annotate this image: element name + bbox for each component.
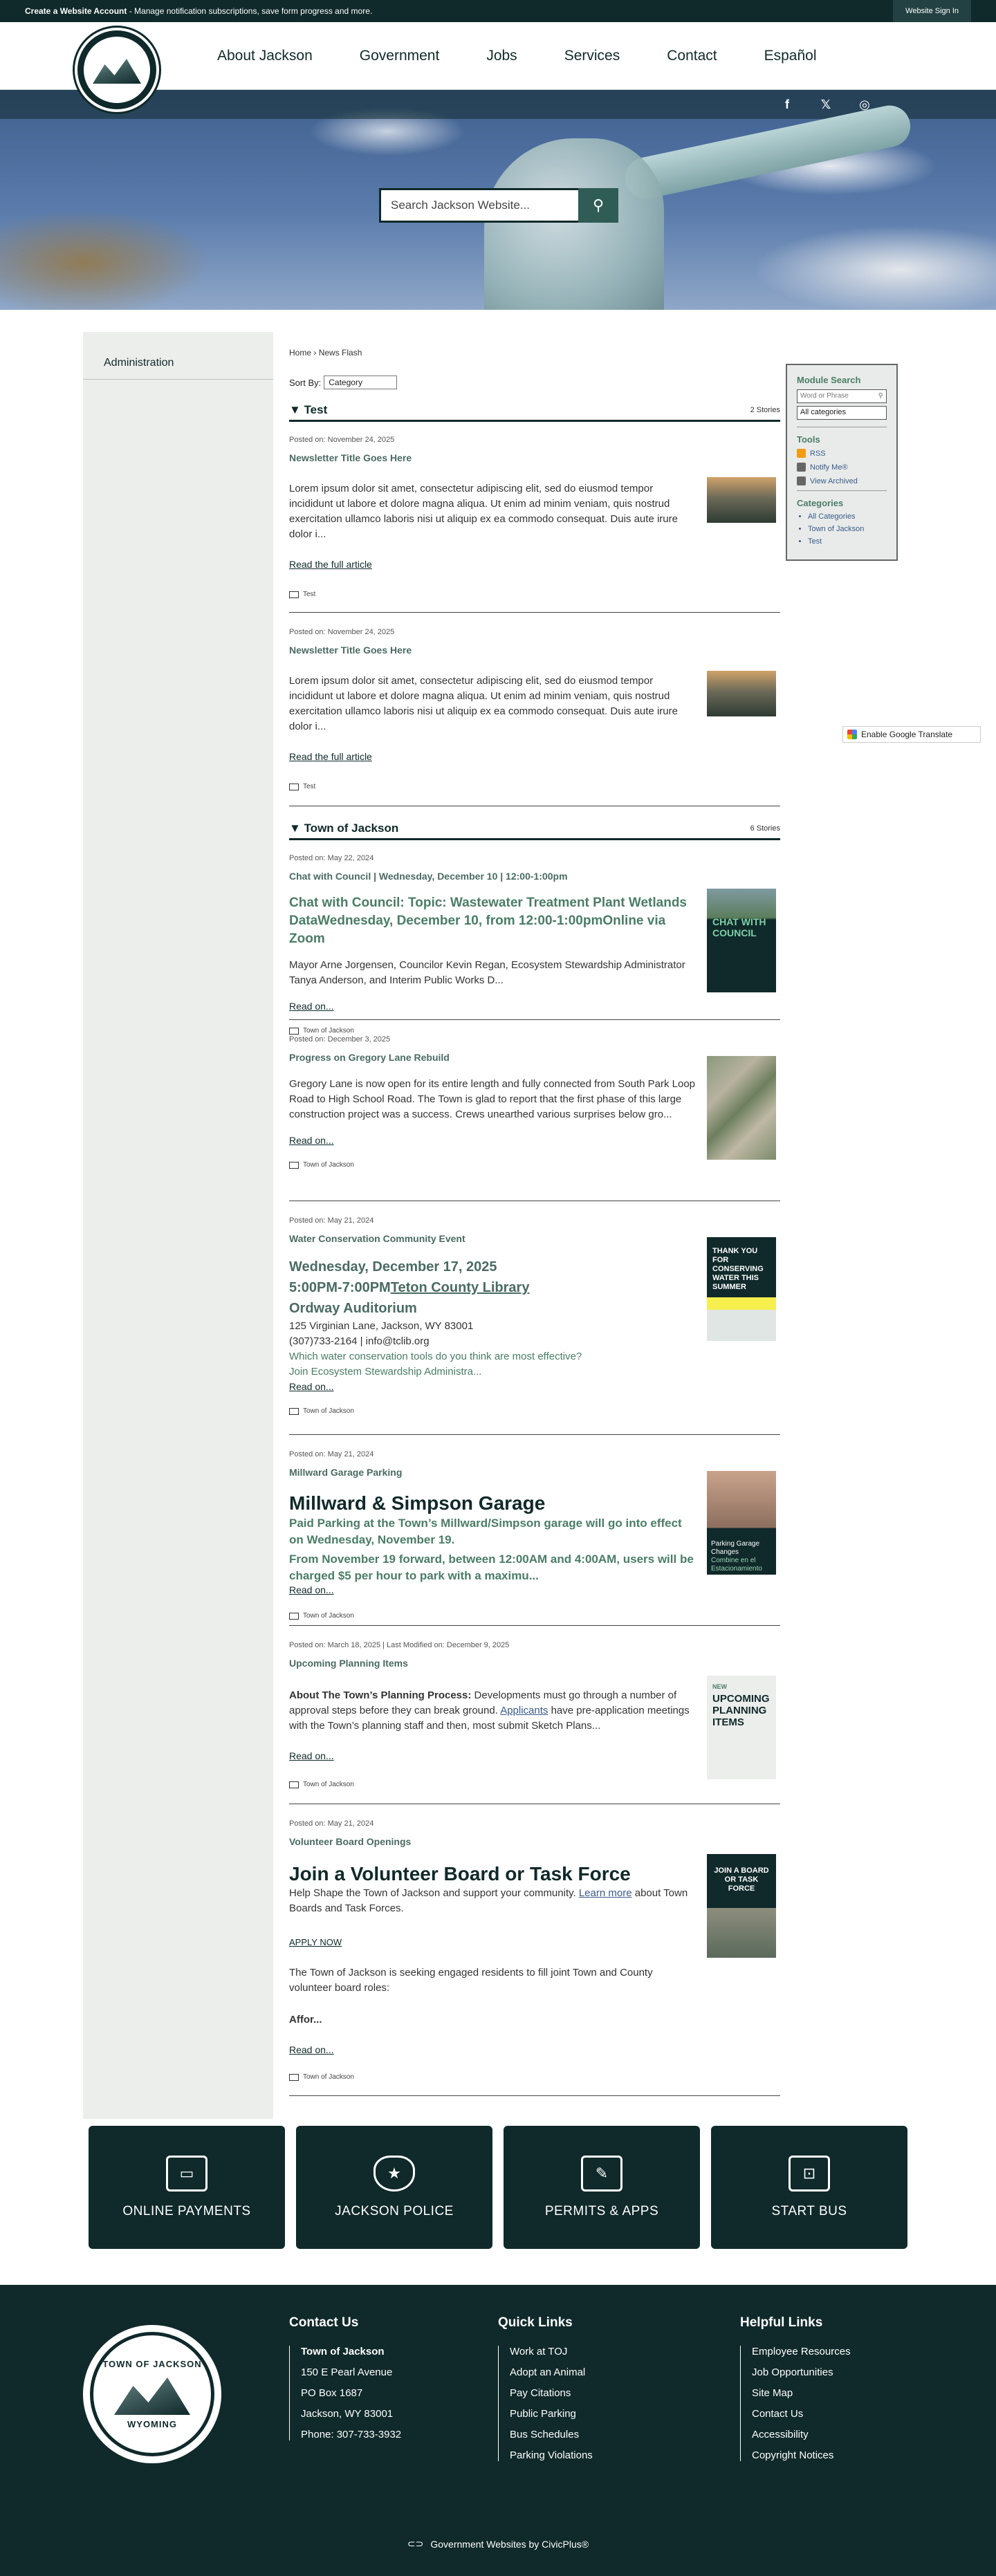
- story-body: Gregory Lane is now open for its entire length and fully connected from South Park Loop Road to High School Road. The Town is glad to report that the first phase of this large construction project was a success. Crews unearthed various surprises below gro...: [289, 1078, 696, 1120]
- footer-contact: [289, 2315, 401, 2449]
- create-account-desc: - Manage notification subscriptions, save form progress and more.: [127, 6, 373, 16]
- story-tag-label[interactable]: Town of Jackson: [303, 2073, 354, 2081]
- footer-contact-lines: [289, 2346, 401, 2440]
- story-posted: Posted on: May 21, 2024: [289, 1216, 374, 1225]
- footer-helpful-title: Helpful Links: [740, 2315, 823, 2330]
- google-translate-button[interactable]: [842, 726, 981, 743]
- create-account-text[interactable]: [25, 6, 372, 16]
- story-posted: Posted on: May 21, 2024: [289, 1819, 374, 1828]
- nav-jobs[interactable]: Jobs: [486, 48, 517, 64]
- footer-quick-list: [498, 2346, 593, 2461]
- tile-label: PERMITS & APPS: [544, 2204, 659, 2218]
- contact-phone[interactable]: Phone: 307-733-3932: [301, 2429, 402, 2440]
- footer-link[interactable]: Accessibility: [752, 2429, 809, 2440]
- site-search-input[interactable]: Search Jackson Website...: [379, 188, 578, 223]
- tools-title: Tools: [797, 434, 820, 445]
- tool-view-archived[interactable]: [797, 476, 887, 485]
- footer-link[interactable]: Job Opportunities: [752, 2366, 833, 2378]
- bus-icon: ⊡: [788, 2156, 830, 2192]
- civicplus-icon: ⊂⊃: [407, 2538, 424, 2549]
- footer-quick-links: [498, 2315, 593, 2470]
- news-flash-content: [289, 348, 780, 2111]
- event-address: 125 Virginian Lane, Jackson, WY 83001: [289, 1320, 474, 1332]
- category-icon: [289, 2074, 299, 2081]
- story-posted: Posted on: November 24, 2025: [289, 436, 395, 444]
- search-icon[interactable]: ⚲: [878, 392, 883, 400]
- rss-icon: [797, 449, 806, 458]
- read-more-link[interactable]: Read on...: [289, 1001, 334, 1012]
- nav-government[interactable]: Government: [359, 48, 440, 64]
- hero-banner: [0, 90, 996, 310]
- footer-link[interactable]: Pay Citations: [510, 2387, 571, 2399]
- story-posted: Posted on: March 18, 2025 | Last Modified on: December 9, 2025: [289, 1641, 510, 1649]
- tile-label: JACKSON POLICE: [335, 2204, 454, 2218]
- contact-line: Jackson, WY 83001: [301, 2408, 394, 2420]
- story-tag-label[interactable]: Town of Jackson: [303, 1161, 354, 1169]
- story-headline: Millward & Simpson Garage: [289, 1492, 546, 1514]
- learn-more-link[interactable]: Learn more: [578, 1887, 632, 1899]
- event-question-2: Join Ecosystem Stewardship Administra...: [289, 1366, 482, 1378]
- footer-helpful-links: [740, 2315, 851, 2470]
- story-body: Lorem ipsum dolor sit amet, consectetur adipiscing elit, sed do eiusmod tempor incididunt ut labore et dolore magna aliqua. Ut enim ad minim veniam, quis nostrud exercitation ullamco laboris nisi ut aliquip ex ea commodo consequat. Duis aute irure dolor i...: [289, 675, 678, 732]
- category-name: Town of Jackson: [304, 822, 399, 835]
- site-search: [379, 188, 618, 223]
- news-story: [289, 1450, 780, 1626]
- story-tag: [289, 1027, 780, 1035]
- breadcrumb-sep: ›: [311, 348, 319, 358]
- tile-online-payments[interactable]: [89, 2126, 285, 2249]
- footer-link[interactable]: Parking Violations: [510, 2449, 593, 2461]
- news-story: [289, 1819, 780, 2096]
- story-body-bold: About The Town’s Planning Process:: [289, 1689, 472, 1701]
- breadcrumb: [289, 348, 780, 358]
- tile-label: ONLINE PAYMENTS: [122, 2204, 251, 2218]
- story-parking-hours: From November 19 forward, between 12:00AM and 4:00AM, users will be charged $5 per hour to park with a maximu...: [289, 1553, 694, 1582]
- site-footer: [0, 2285, 996, 2576]
- sort-by: [289, 376, 780, 389]
- category-name: Test: [304, 403, 328, 416]
- story-tag-label[interactable]: Town of Jackson: [303, 1027, 354, 1035]
- story-body: The Town of Jackson is seeking engaged residents to fill joint Town and County volunteer board roles:: [289, 1967, 653, 1994]
- contact-line: 150 E Pearl Avenue: [301, 2366, 393, 2378]
- event-location-link[interactable]: Teton County Library: [390, 1280, 530, 1295]
- story-headline: Join a Volunteer Board or Task Force: [289, 1863, 631, 1884]
- story-title[interactable]: Chat with Council | Wednesday, December 10 | 12:00-1:00pm: [289, 871, 568, 882]
- news-story: [289, 628, 780, 806]
- sort-label: Sort By:: [289, 377, 322, 388]
- story-thumbnail[interactable]: [707, 1471, 776, 1575]
- search-icon: ⚲: [592, 196, 605, 214]
- news-story: [289, 1035, 780, 1201]
- category-icon: [289, 1162, 299, 1169]
- footer-link[interactable]: Employee Resources: [752, 2346, 851, 2357]
- footer-link[interactable]: Public Parking: [510, 2408, 576, 2420]
- footer-helpful-list: [740, 2346, 851, 2461]
- categories-list: [797, 512, 887, 546]
- thumb-title: Parking Garage Changes: [711, 1540, 760, 1556]
- logo-text-bottom: WYOMING: [127, 2419, 177, 2429]
- applicants-link[interactable]: Applicants: [500, 1705, 548, 1716]
- read-more-link[interactable]: Read on...: [289, 2044, 334, 2055]
- archive-icon: [797, 476, 806, 485]
- footer-quick-title: Quick Links: [498, 2315, 573, 2330]
- nav-contact[interactable]: Contact: [667, 48, 717, 64]
- category-header-test: [289, 403, 780, 422]
- powered-by-text: Government Websites by CivicPlus®: [430, 2538, 589, 2550]
- badge-icon: ★: [374, 2156, 415, 2192]
- main-area: [0, 310, 996, 2126]
- search-button[interactable]: [578, 188, 618, 223]
- event-phone: (307)733-2164 | info@tclib.org: [289, 1335, 430, 1347]
- tool-rss[interactable]: [797, 449, 887, 458]
- nav-services[interactable]: Services: [564, 48, 620, 64]
- main-nav: [194, 22, 840, 90]
- tool-notify-me[interactable]: [797, 463, 887, 472]
- story-title[interactable]: Volunteer Board Openings: [289, 1836, 412, 1847]
- story-tag: [289, 1781, 780, 1788]
- story-thumbnail[interactable]: [707, 477, 776, 523]
- category-icon: [289, 784, 299, 790]
- news-story: [289, 1216, 780, 1435]
- story-tag: [289, 1407, 780, 1415]
- news-story: [289, 1641, 780, 1804]
- event-question: Which water conservation tools do you think are most effective?: [289, 1351, 582, 1362]
- footer-logo-ring: [90, 2332, 214, 2456]
- quick-tiles: [0, 2126, 996, 2285]
- read-more-link[interactable]: Read on...: [289, 1135, 334, 1146]
- module-panel: [786, 364, 898, 561]
- read-more-link[interactable]: Read on...: [289, 1381, 334, 1392]
- town-logo[interactable]: [75, 28, 159, 112]
- story-headline: Chat with Council: Topic: Wastewater Treatment Plant Wetlands DataWednesday, December 10, from 12:00-1:00pmOnline via Zoom: [289, 896, 687, 946]
- footer-link[interactable]: Site Map: [752, 2387, 793, 2399]
- category-title[interactable]: ▼ Test: [289, 403, 328, 416]
- translate-label: Enable Google Translate: [861, 730, 953, 739]
- footer-link[interactable]: Contact Us: [752, 2408, 804, 2420]
- story-tag-label[interactable]: Town of Jackson: [303, 1612, 354, 1620]
- event-venue: Ordway Auditorium: [289, 1301, 417, 1316]
- mail-icon: [797, 463, 806, 472]
- story-title[interactable]: Upcoming Planning Items: [289, 1658, 408, 1669]
- footer-link[interactable]: Adopt an Animal: [510, 2366, 586, 2378]
- story-tag: [289, 2073, 780, 2081]
- category-icon: [289, 1781, 299, 1788]
- category-link-test[interactable]: • Test: [808, 537, 887, 546]
- module-search-title: Module Search: [797, 375, 861, 385]
- story-tag-label[interactable]: Test: [303, 591, 316, 598]
- module-category-select[interactable]: All categories: [797, 406, 887, 420]
- event-time-text: 5:00PM-7:00PM: [289, 1280, 391, 1295]
- story-paid-parking: Paid Parking at the Town’s Millward/Simpson garage will go into effect on Wednesday, November 19.: [289, 1517, 682, 1546]
- read-more-link[interactable]: Read on...: [289, 1584, 334, 1595]
- footer-link[interactable]: Bus Schedules: [510, 2429, 580, 2440]
- statue-image: [484, 138, 664, 310]
- x-twitter-icon[interactable]: 𝕏: [820, 98, 831, 111]
- create-account-link[interactable]: Create a Website Account: [25, 6, 127, 16]
- tile-permits-apps[interactable]: [504, 2126, 700, 2249]
- read-more-link[interactable]: Read on...: [289, 1750, 334, 1761]
- story-title[interactable]: Millward Garage Parking: [289, 1467, 403, 1478]
- category-icon: [289, 1408, 299, 1415]
- story-intro: [289, 1886, 697, 1916]
- contact-line: PO Box 1687: [301, 2387, 363, 2399]
- categories-title: Categories: [797, 498, 844, 508]
- logo-emblem: [84, 37, 150, 103]
- story-thumbnail[interactable]: [707, 671, 776, 716]
- intro-text-2: about Town Boards and Task Forces.: [289, 1887, 688, 1914]
- tile-start-bus[interactable]: [711, 2126, 907, 2249]
- thumb-new-label: NEW: [712, 1683, 727, 1690]
- footer-link[interactable]: Work at TOJ: [510, 2346, 568, 2357]
- story-tag-label[interactable]: Test: [303, 783, 316, 790]
- category-icon: [289, 1613, 299, 1620]
- story-posted: Posted on: May 22, 2024: [289, 854, 374, 862]
- tool-label: RSS: [810, 449, 826, 458]
- nav-espanol[interactable]: Español: [764, 48, 817, 64]
- thumb-subtitle: Combine en el Estacionamiento: [711, 1557, 762, 1573]
- tool-label: View Archived: [810, 476, 858, 485]
- instagram-icon[interactable]: ◎: [859, 98, 870, 111]
- facebook-icon[interactable]: f: [785, 98, 789, 111]
- mountain-icon: [93, 56, 141, 84]
- divider: [797, 490, 887, 491]
- footer-link[interactable]: Copyright Notices: [752, 2449, 834, 2461]
- tile-jackson-police[interactable]: [296, 2126, 492, 2249]
- tool-label: Notify Me®: [810, 463, 848, 472]
- event-date: Wednesday, December 17, 2025: [289, 1259, 497, 1275]
- category-header-town-of-jackson: [289, 822, 780, 840]
- logo-text-top: TOWN OF JACKSON: [102, 2359, 202, 2369]
- tile-label: START BUS: [771, 2204, 847, 2218]
- category-icon: [289, 1028, 299, 1035]
- module-search-placeholder: Word or Phrase: [800, 392, 849, 400]
- story-title[interactable]: Newsletter Title Goes Here: [289, 452, 412, 463]
- story-body-bold: Affor...: [289, 2014, 322, 2026]
- category-count: 6 Stories: [750, 824, 780, 833]
- story-title[interactable]: Newsletter Title Goes Here: [289, 645, 412, 656]
- story-title[interactable]: Progress on Gregory Lane Rebuild: [289, 1052, 450, 1063]
- story-title[interactable]: Water Conservation Community Event: [289, 1233, 465, 1244]
- story-thumbnail[interactable]: [707, 1056, 776, 1160]
- category-link-all[interactable]: • All Categories: [808, 512, 887, 521]
- story-thumbnail[interactable]: THANK YOU FOR CONSERVING WATER THIS SUMMER: [707, 1237, 776, 1341]
- credit-card-icon: ▭: [166, 2156, 208, 2192]
- story-body: Mayor Arne Jorgensen, Councilor Kevin Regan, Ecosystem Stewardship Administrator Tanya Anderson, and Interim Public Works D...: [289, 959, 685, 986]
- powered-by[interactable]: [0, 2538, 996, 2550]
- category-icon: [289, 591, 299, 598]
- breadcrumb-current: News Flash: [318, 348, 362, 358]
- story-tag: [289, 591, 780, 598]
- story-body: [289, 1688, 697, 1734]
- nav-about-jackson[interactable]: About Jackson: [217, 48, 313, 64]
- google-icon: [847, 730, 857, 739]
- story-tag-label[interactable]: Town of Jackson: [303, 1407, 354, 1415]
- top-bar: [0, 0, 996, 22]
- category-title[interactable]: ▼ Town of Jackson: [289, 822, 399, 835]
- story-tag: [289, 783, 780, 790]
- story-posted: Posted on: December 3, 2025: [289, 1035, 391, 1044]
- story-tag: [289, 1612, 780, 1620]
- apply-now-link[interactable]: APPLY NOW: [289, 1937, 342, 1947]
- module-search-input[interactable]: [797, 389, 887, 403]
- intro-text: Help Shape the Town of Jackson and support your community.: [289, 1887, 579, 1899]
- story-thumbnail[interactable]: CHAT WITH COUNCIL: [707, 889, 776, 992]
- footer-logo[interactable]: [83, 2325, 221, 2463]
- news-story: [289, 854, 780, 1035]
- left-sidebar: [83, 332, 273, 2119]
- story-posted: Posted on: November 24, 2025: [289, 628, 395, 636]
- category-link-town-of-jackson[interactable]: • Town of Jackson: [808, 525, 887, 533]
- footer-contact-title: Contact Us: [289, 2315, 359, 2330]
- read-more-link[interactable]: Read the full article: [289, 559, 372, 570]
- story-body-part1: Developments must go through a number of approval steps before they can break ground.: [289, 1689, 677, 1716]
- breadcrumb-home[interactable]: Home: [289, 348, 312, 358]
- sort-select[interactable]: Category: [324, 376, 397, 389]
- category-count: 2 Stories: [750, 406, 780, 414]
- mountain-icon: [114, 2373, 190, 2415]
- story-tag-label[interactable]: Town of Jackson: [303, 1781, 354, 1788]
- story-thumbnail[interactable]: JOIN A BOARD OR TASK FORCE: [707, 1854, 776, 1958]
- story-body: Lorem ipsum dolor sit amet, consectetur adipiscing elit, sed do eiusmod tempor incididunt ut labore et dolore magna aliqua. Ut enim ad minim veniam, quis nostrud exercitation ullamco laboris nisi ut aliquip ex ea commodo consequat. Duis aute irure dolor i...: [289, 483, 678, 540]
- story-tag: [289, 1161, 780, 1169]
- read-more-link[interactable]: Read the full article: [289, 751, 372, 762]
- sidebar-item-administration[interactable]: Administration: [83, 332, 273, 380]
- thumb-title: UPCOMING PLANNING ITEMS: [712, 1693, 770, 1728]
- contact-line: Town of Jackson: [301, 2346, 385, 2357]
- site-header: [0, 22, 996, 90]
- story-body-part2: have pre-application meetings with the Town’s planning staff and then, most submit Sketch Plans...: [289, 1705, 690, 1732]
- document-pen-icon: ✎: [581, 2156, 622, 2192]
- story-posted: Posted on: May 21, 2024: [289, 1450, 374, 1458]
- website-sign-in-button[interactable]: Website Sign In: [893, 0, 971, 22]
- news-story: [289, 436, 780, 613]
- story-thumbnail[interactable]: [707, 1676, 776, 1779]
